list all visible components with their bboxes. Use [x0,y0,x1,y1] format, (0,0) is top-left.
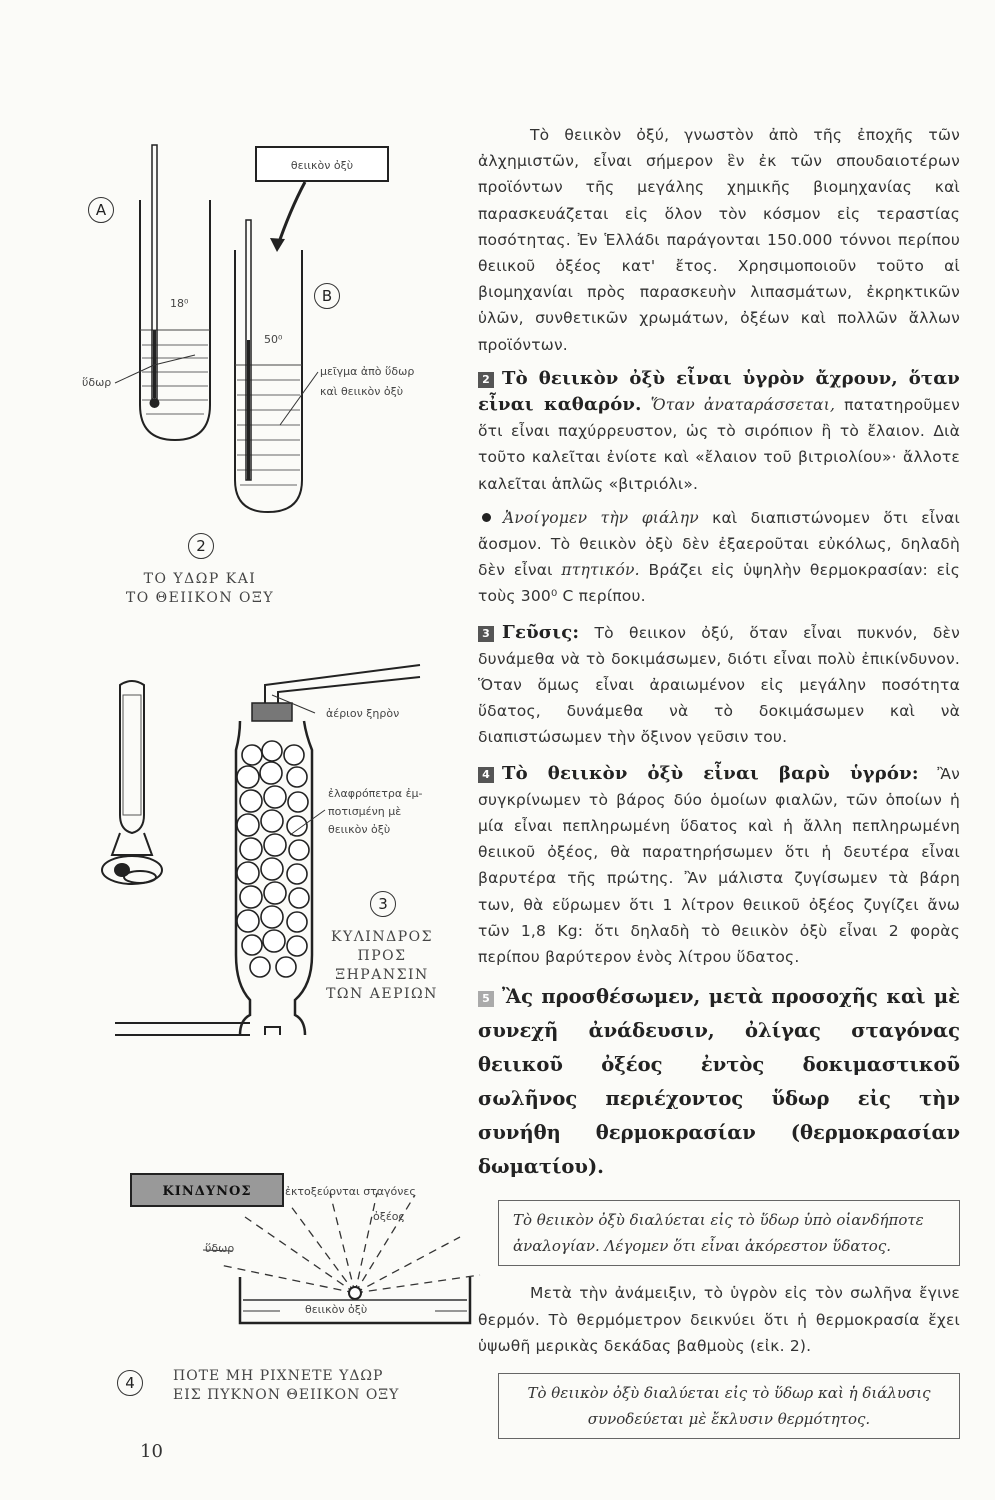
water-label: ὕδωρ [82,376,112,389]
figure-3-number: 3 [370,891,396,917]
bullet-body-1: καὶ διαπιστώνομεν ὅτι εἶναι ἄοσμον. Τὸ θειικὸν ὀξὺ δὲν ἐξαεροῦται εὐκόλως, δηλαδὴ δὲν εἶναι [478,508,960,580]
figure-2 [80,140,480,610]
section-3 [478,620,960,751]
figure-2-caption: ΤΟ ΥΔΩΡ ΚΑΙ ΤΟ ΘΕΙΙΚΟΝ ΟΞΥ [125,571,275,606]
section-4-badge: 4 [478,767,494,783]
figure-2-drawing [80,140,480,520]
section-3-badge: 3 [478,626,494,642]
drops-label: ἐκτοξεύονται σταγόνες [285,1185,416,1198]
section-3-heading: Γεῦσις: [502,621,580,643]
water-label-4: ὕδωρ [205,1242,235,1255]
temp-a-label: 18⁰ [170,297,189,310]
section-4-heading: Τὸ θειικὸν ὀξὺ εἶναι βαρὺ ὑγρόν: [502,762,919,784]
section-2-body: πατατηροῦμεν ὅτι εἶναι παχύρρευστον, ὡς τὸ σιρόπιον ἢ τὸ ἔλαιον. Διὰ τοῦτο καλεῖται ἐνίοτε καὶ «ἔλαιον τοῦ βιτριολίου»· ἄλλοτε καλεῖται ἁπλῶς «βιτριόλι». [478,396,960,493]
main-text-column [478,122,960,1439]
section-2-italic: Ὅταν ἀναταράσσεται, [650,396,836,415]
after-mixing-paragraph: Μετὰ τὴν ἀνάμειξιν, τὸ ὑγρὸν εἰς τὸν σωλῆνα ἔγινε θερμόν. Τὸ θερμόμετρον δεικνύει ὅτι ἡ θερμοκρασία ἔχει ὑψωθῆ μερικὰς δεκάδας βαθμοὺς (εἰκ. 2). [478,1284,960,1355]
danger-sign: ΚΙΝΔΥΝΟΣ [130,1173,284,1207]
figure-2-number: 2 [188,533,214,559]
mixture-label-2: καὶ θειικὸν ὀξὺ [320,385,404,398]
figure-4-caption: ΠΟΤΕ ΜΗ ΡΙΧΝΕΤΕ ΥΔΩΡ ΕΙΣ ΠΥΚΝΟΝ ΘΕΙΙΚΟΝ ΟΞΥ [173,1368,400,1403]
marker-b: B [314,283,340,309]
figure-4 [115,1165,485,1415]
figure-4-number: 4 [117,1370,143,1396]
figure-3-caption: ΚΥΛΙΝΔΡΟΣ ΠΡΟΣ ΞΗΡΑΝΣΙΝ ΤΩΝ ΑΕΡΙΩΝ [326,929,438,1002]
section-4-body: Ἂν συγκρίνωμεν τὸ βάρος δύο ὁμοίων φιαλῶν, τῶν ὁποίων ἡ μία εἶναι πεπληρωμένη ὕδατος καὶ ἡ ἄλλη πεπληρωμένη θειικοῦ ὀξέος, θὰ παρατηρήσωμεν ὅτι ἡ δευτέρα εἶναι βαρυτέρα τῆς πρώτης. Ἂν μάλιστα ζυγίσωμεν τὰ βάρη των, θὰ εὕρωμεν ὅτι 1 λίτρον θειικοῦ ὀξέος ζυγίζει ἄνω τῶν 1,8 Kg: ὅτι δηλαδὴ τὸ θειικὸν ὀξὺ εἶναι 2 φορὰς περίπου βαρύτερον ἑνὸς λίτρου ὕδατος. [478,764,960,967]
figure-3 [100,655,470,1065]
acid-label-box: θειικὸν ὀξὺ [255,146,389,182]
note-box-2: Τὸ θειικὸν ὀξὺ διαλύεται εἰς τὸ ὕδωρ καὶ ἡ διάλυσις συνοδεύεται μὲ ἔκλυσιν θερμότητος. [498,1373,960,1439]
pumice-label: ἐλαφρόπετρα ἐμ- ποτισμένη μὲ θειικὸν ὀξὺ [328,787,423,836]
section-5-text: Ἂς προσθέσωμεν, μετὰ προσοχῆς καὶ μὲ συνεχῆ ἀνάδευσιν, ὀλίγας σταγόνας θειικοῦ ὀξέος ἐντὸς δοκιμαστικοῦ σωλῆνος περιέχοντος ὕδωρ εἰς τὴν συνήθη θερμοκρασίαν (θερμοκρασίαν δωματίου). [478,985,960,1179]
section-3-body: Τὸ θειικον ὀξύ, ὅταν εἶναι πυκνόν, δὲν δυνάμεθα νὰ τὸ δοκιμάσωμεν, διότι εἶναι πολὺ ἐπικίνδυνον. Ὅταν ὅμως εἶναι ἀραιωμένον εἰς μεγάλην ποσότητα ὕδατος, δυνάμεθα νὰ τὸ δοκιμάσωμεν καὶ νὰ διαπιστώσωμεν τὴν ὄξινον γεῦσιν του. [478,623,960,747]
section-2-heading: Τὸ θειικὸν ὀξὺ εἶναι ὑγρὸν ἄχρουν, ὅταν εἶναι καθαρόν. [478,367,960,416]
acid-small-label: ὀξέος [373,1210,405,1223]
bullet-italic: Ἀνοίγομεν τὴν φιάλην [503,508,699,527]
bullet-paragraph [478,505,960,610]
bullet-body-2: Βράζει εἰς ὑψηλὴν θερμοκρασίαν: εἰς τοὺς 300⁰ C περίπου. [478,561,960,606]
bullet-icon [482,513,491,522]
marker-a: A [88,197,114,223]
section-5-badge: 5 [478,991,494,1007]
acid-label-4: θειικὸν ὀξὺ [305,1303,368,1316]
section-2-badge: 2 [478,372,494,388]
section-2 [478,366,960,497]
note-box-1: Τὸ θειικὸν ὀξὺ διαλύεται εἰς τὸ ὕδωρ ὑπὸ οἱανδήποτε ἀναλογίαν. Λέγομεν ὅτι εἶναι ἀκόρεστον ὕδατος. [498,1200,960,1266]
section-4 [478,761,960,971]
page-number: 10 [140,1441,163,1462]
bullet-italic-2: πτητικόν. [561,561,640,580]
temp-b-label: 50⁰ [264,333,283,346]
section-5 [478,980,960,1184]
dry-gas-label: ἀέριον ξηρὸν [326,707,400,720]
intro-paragraph: Τὸ θειικὸν ὀξύ, γνωστὸν ἀπὸ τῆς ἐποχῆς τῶν ἀλχημιστῶν, εἶναι σήμερον ἓν ἐκ τῶν σπουδαιοτέρων προϊόντων τῆς μεγάλης χημικῆς βιομηχανίας καὶ παρασκευάζεται εἰς ὅλον τὸν κόσμον εἰς τεραστίας ποσότητας. Ἐν Ἑλλάδι παράγονται 150.000 τόννοι περίπου θειικοῦ ὀξέος κατ' ἔτος. Χρησιμοποιοῦν τοῦτο αἱ βιομηχανίαι πρὸς παρασκευὴν λιπασμάτων, ἐκρηκτικῶν ὑλῶν, συνθετικῶν χρωμάτων, ὀξέων καὶ πολλῶν ἄλλων προϊόντων. [478,126,960,354]
mixture-label-1: μεῖγμα ἀπὸ ὕδωρ [320,365,415,378]
